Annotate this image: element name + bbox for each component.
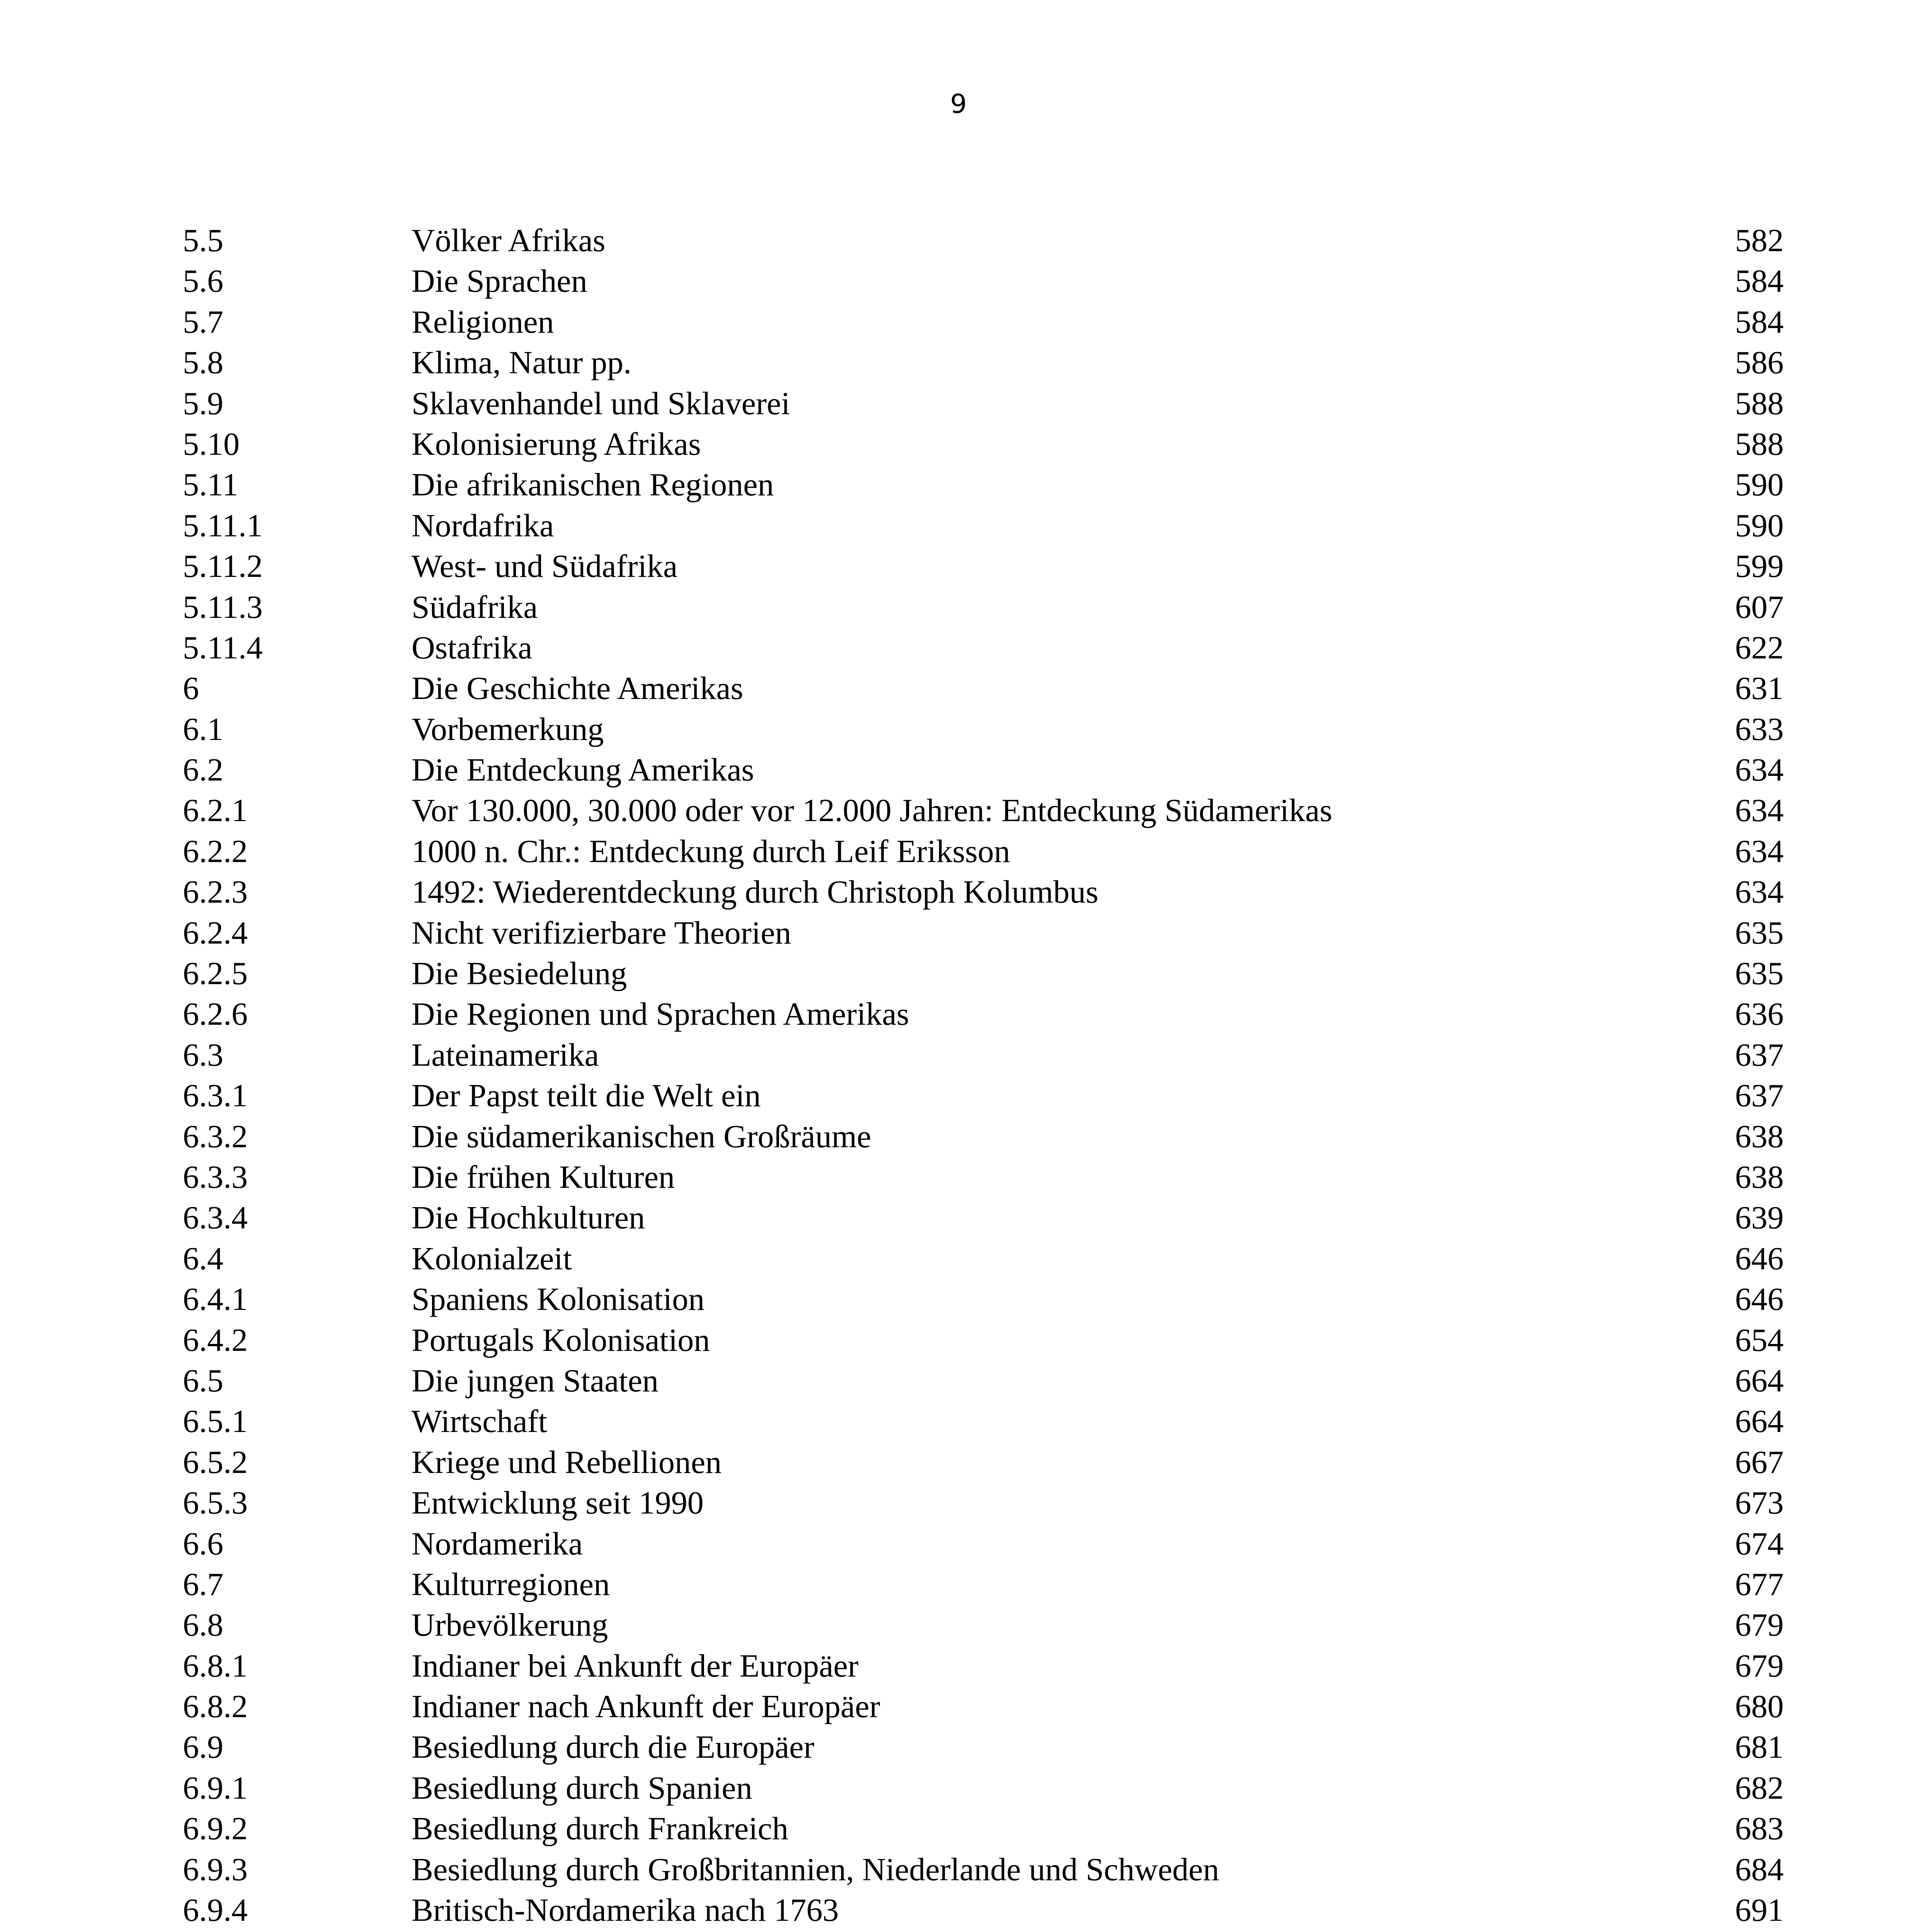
toc-entry-title: Die Regionen und Sprachen Amerikas [412, 996, 909, 1032]
toc-entry-title: Nicht verifizierbare Theorien [412, 915, 791, 951]
toc-entry-title: Urbevölkerung [412, 1607, 608, 1643]
toc-entry-title: Kriege und Rebellionen [412, 1444, 722, 1480]
toc-entry-page: 635 [1735, 915, 1784, 951]
toc-entry-page: 667 [1735, 1444, 1784, 1480]
toc-entry-title: Besiedlung durch Spanien [412, 1770, 752, 1806]
toc-entry-page: 634 [1735, 874, 1784, 910]
toc-entry-title: Sklavenhandel und Sklaverei [412, 385, 790, 422]
toc-entry-page: 681 [1735, 1729, 1784, 1765]
toc-entry-title: Die südamerikanischen Großräume [412, 1118, 871, 1155]
toc-entry-number: 6.2.5 [183, 956, 248, 992]
toc-entry-page: 588 [1735, 426, 1784, 462]
toc-entry-number: 6.4.1 [183, 1281, 248, 1318]
toc-entry-title: Indianer nach Ankunft der Europäer [412, 1689, 880, 1725]
toc-entry [183, 587, 1784, 628]
toc-entry [183, 464, 1784, 505]
toc-entry-number: 6.5.1 [183, 1403, 248, 1440]
toc-entry-page: 634 [1735, 793, 1784, 829]
toc-entry-number: 5.11 [183, 467, 238, 503]
toc-entry-page: 680 [1735, 1689, 1784, 1725]
toc-entry-number: 6.6 [183, 1526, 223, 1562]
toc-entry-page: 599 [1735, 548, 1784, 585]
toc-entry-number: 6.5.2 [183, 1444, 248, 1480]
toc-entry-page [1735, 1930, 1784, 1932]
toc-entry [183, 1279, 1784, 1320]
toc-entry-title: Die Besiedelung [412, 956, 627, 992]
toc-entry-title: Spaniens Kolonisation [412, 1281, 705, 1318]
toc-entry [183, 1075, 1784, 1116]
toc-entry-title: Entwicklung seit 1990 [412, 1485, 704, 1521]
toc-entry-title: Südafrika [412, 589, 538, 625]
toc-entry-title: 1492: Wiederentdeckung durch Christoph Kolumbus [412, 874, 1099, 910]
toc-entry-title: Besiedlung durch Großbritannien, Niederlande und Schweden [412, 1851, 1220, 1888]
toc-entry [183, 1401, 1784, 1442]
toc-entry-number: 6.3.2 [183, 1118, 248, 1155]
toc-entry-title: Die Hochkulturen [412, 1200, 645, 1236]
toc-entry-title: Die frühen Kulturen [412, 1159, 675, 1195]
toc-entry-number: 5.9 [183, 385, 223, 422]
toc-entry-page: 586 [1735, 345, 1784, 381]
toc-entry [183, 505, 1784, 546]
toc-entry-number: 6.3.3 [183, 1159, 248, 1195]
toc-entry-title: Indianer bei Ankunft der Europäer [412, 1648, 859, 1684]
toc-entry-number: 5.11.4 [183, 629, 263, 666]
toc-entry-number: 5.11.2 [183, 548, 263, 585]
toc-entry-page: 679 [1735, 1648, 1784, 1684]
toc-entry [183, 1930, 1784, 1932]
toc-entry-title: 1000 n. Chr.: Entdeckung durch Leif Eriksson [412, 833, 1010, 869]
toc-entry-number: 5.11.1 [183, 507, 263, 544]
toc-entry-title: Die Geschichte Amerikas [412, 670, 743, 707]
toc-entry [183, 546, 1784, 587]
toc-entry-page: 684 [1735, 1851, 1784, 1888]
toc-entry-number: 6.9.4 [183, 1892, 248, 1929]
toc-entry-page: 633 [1735, 711, 1784, 747]
toc-entry-number: 6.8.2 [183, 1689, 248, 1725]
toc-entry-title: Völker Afrikas [412, 223, 606, 259]
toc-entry-page: 590 [1735, 507, 1784, 544]
toc-entry-number: 6.2 [183, 752, 223, 788]
toc-entry [183, 994, 1784, 1034]
toc-entry-number: 6.3 [183, 1037, 223, 1073]
toc-entry [183, 913, 1784, 953]
toc-entry-number: 6.4.2 [183, 1322, 248, 1358]
toc-entry-number: 6.3.1 [183, 1078, 248, 1114]
toc-entry-title: Britisch-Nordamerika nach 1763 [412, 1892, 839, 1929]
toc-entry-page: 677 [1735, 1566, 1784, 1602]
toc-entry-page: 664 [1735, 1403, 1784, 1440]
toc-entry-title: Die jungen Staaten [412, 1362, 659, 1399]
toc-entry [183, 1197, 1784, 1238]
toc-entry [183, 1442, 1784, 1483]
toc-entry [183, 342, 1784, 383]
toc-entry-title: Nordamerika [412, 1526, 583, 1562]
toc-entry-page: 636 [1735, 996, 1784, 1032]
toc-entry [183, 220, 1784, 261]
toc-entry [183, 424, 1784, 464]
toc-entry [183, 1564, 1784, 1605]
toc-entry-title: Die afrikanischen Regionen [412, 467, 774, 503]
toc-entry-number: 6.2.4 [183, 915, 248, 951]
toc-entry [183, 1768, 1784, 1808]
toc-entry-page: 637 [1735, 1078, 1784, 1114]
toc-entry-page: 654 [1735, 1322, 1784, 1358]
toc-entry [183, 1157, 1784, 1197]
toc-entry-page: 638 [1735, 1159, 1784, 1195]
toc-entry-page: 634 [1735, 752, 1784, 788]
toc-entry-number: 6.5 [183, 1362, 223, 1399]
toc-entry-number: 6.4 [183, 1240, 223, 1277]
toc-entry-title: Klima, Natur pp. [412, 345, 632, 381]
toc-entry-number: 5.11.3 [183, 589, 263, 625]
toc-entry [183, 628, 1784, 668]
toc-entry-page: 664 [1735, 1362, 1784, 1399]
toc-entry [183, 1808, 1784, 1849]
page-number: 9 [950, 89, 967, 119]
toc-entry-number: 6.3.4 [183, 1200, 248, 1236]
toc-entry-page: 588 [1735, 385, 1784, 422]
toc-entry [183, 668, 1784, 709]
toc-entry [183, 1524, 1784, 1564]
toc-entry-page: 607 [1735, 589, 1784, 625]
toc-entry-page: 637 [1735, 1037, 1784, 1073]
toc-entry-page: 635 [1735, 956, 1784, 992]
toc-entry-title: Die Entdeckung Amerikas [412, 752, 754, 788]
toc-entry [183, 1686, 1784, 1727]
toc-entry-number: 6 [183, 670, 199, 707]
toc-entry-title: Besiedlung durch die Europäer [412, 1729, 815, 1765]
toc-entry-page: 673 [1735, 1485, 1784, 1521]
toc-entry-title: Ostafrika [412, 629, 532, 666]
toc-entry [183, 1605, 1784, 1645]
toc-entry-title: Lateinamerika [412, 1037, 599, 1073]
toc-entry-page: 646 [1735, 1281, 1784, 1318]
toc-entry-number: 5.5 [183, 223, 223, 259]
toc-entry [183, 1727, 1784, 1767]
toc-entry-number: 6.9 [183, 1729, 223, 1765]
toc-entry [183, 1238, 1784, 1279]
toc-entry-number: 6.7 [183, 1566, 223, 1602]
toc-entry-title: Kolonisierung Afrikas [412, 426, 701, 462]
toc-entry-number: 6.2.6 [183, 996, 248, 1032]
toc-entry [183, 302, 1784, 342]
toc-entry [183, 1320, 1784, 1361]
toc-entry-title: Vor 130.000, 30.000 oder vor 12.000 Jahren: Entdeckung Südamerikas [412, 793, 1332, 829]
toc-entry [183, 1483, 1784, 1523]
toc-entry-page: 634 [1735, 833, 1784, 869]
toc-entry-page: 674 [1735, 1526, 1784, 1562]
toc-entry-page: 691 [1735, 1892, 1784, 1929]
toc-entry-title: Portugals Kolonisation [412, 1322, 710, 1358]
toc-entry-number: 5.10 [183, 426, 240, 462]
toc-entry-title: Kolonialzeit [412, 1240, 572, 1277]
toc-entry-title: Religionen [412, 304, 554, 340]
toc-entry-page: 584 [1735, 263, 1784, 299]
toc-entry-page: 683 [1735, 1811, 1784, 1847]
toc-entry-title: Kulturregionen [412, 1566, 610, 1602]
toc-entry-number: 6.8.1 [183, 1648, 248, 1684]
toc-entry-title: Die Sprachen [412, 263, 587, 299]
toc-entry-title: Der Papst teilt die Welt ein [412, 1078, 761, 1114]
toc-entry [183, 1361, 1784, 1401]
toc-entry-title: Nordafrika [412, 507, 554, 544]
toc-entry [183, 383, 1784, 424]
toc-entry-number: 6.9.2 [183, 1811, 248, 1847]
toc-entry [183, 1646, 1784, 1686]
toc-entry-number: 6.5.3 [183, 1485, 248, 1521]
toc-entry [183, 831, 1784, 872]
toc-entry-number: 6.2.1 [183, 793, 248, 829]
toc-entry-number: 5.7 [183, 304, 223, 340]
toc-entry [183, 750, 1784, 790]
toc-entry [183, 953, 1784, 994]
toc-entry-page: 639 [1735, 1200, 1784, 1236]
toc-entry-number: 6.2.2 [183, 833, 248, 869]
table-of-contents [183, 220, 1784, 1932]
toc-entry-number: 6.1 [183, 711, 223, 747]
toc-entry-page: 638 [1735, 1118, 1784, 1155]
toc-entry [183, 1890, 1784, 1930]
toc-entry-page: 646 [1735, 1240, 1784, 1277]
toc-entry [183, 709, 1784, 750]
toc-entry-number: 6.9.1 [183, 1770, 248, 1806]
toc-entry-page: 682 [1735, 1770, 1784, 1806]
toc-entry-title: West- und Südafrika [412, 548, 678, 585]
toc-entry-title [412, 1930, 847, 1932]
toc-entry-page: 584 [1735, 304, 1784, 340]
toc-entry [183, 1849, 1784, 1890]
toc-entry-page: 622 [1735, 629, 1784, 666]
toc-entry-number: 6.8 [183, 1607, 223, 1643]
toc-entry-page: 679 [1735, 1607, 1784, 1643]
toc-entry-page: 582 [1735, 223, 1784, 259]
toc-entry [183, 872, 1784, 912]
toc-entry-page: 631 [1735, 670, 1784, 707]
toc-entry-title: Besiedlung durch Frankreich [412, 1811, 789, 1847]
toc-entry [183, 790, 1784, 831]
toc-entry [183, 261, 1784, 301]
toc-entry-title: Wirtschaft [412, 1403, 548, 1440]
toc-entry-number [183, 1930, 248, 1932]
toc-entry [183, 1116, 1784, 1157]
toc-entry-number: 6.9.3 [183, 1851, 248, 1888]
toc-entry-number: 6.2.3 [183, 874, 248, 910]
toc-entry-title: Vorbemerkung [412, 711, 604, 747]
toc-entry-number: 5.8 [183, 345, 223, 381]
toc-entry-page: 590 [1735, 467, 1784, 503]
toc-entry-number: 5.6 [183, 263, 223, 299]
toc-entry [183, 1035, 1784, 1075]
